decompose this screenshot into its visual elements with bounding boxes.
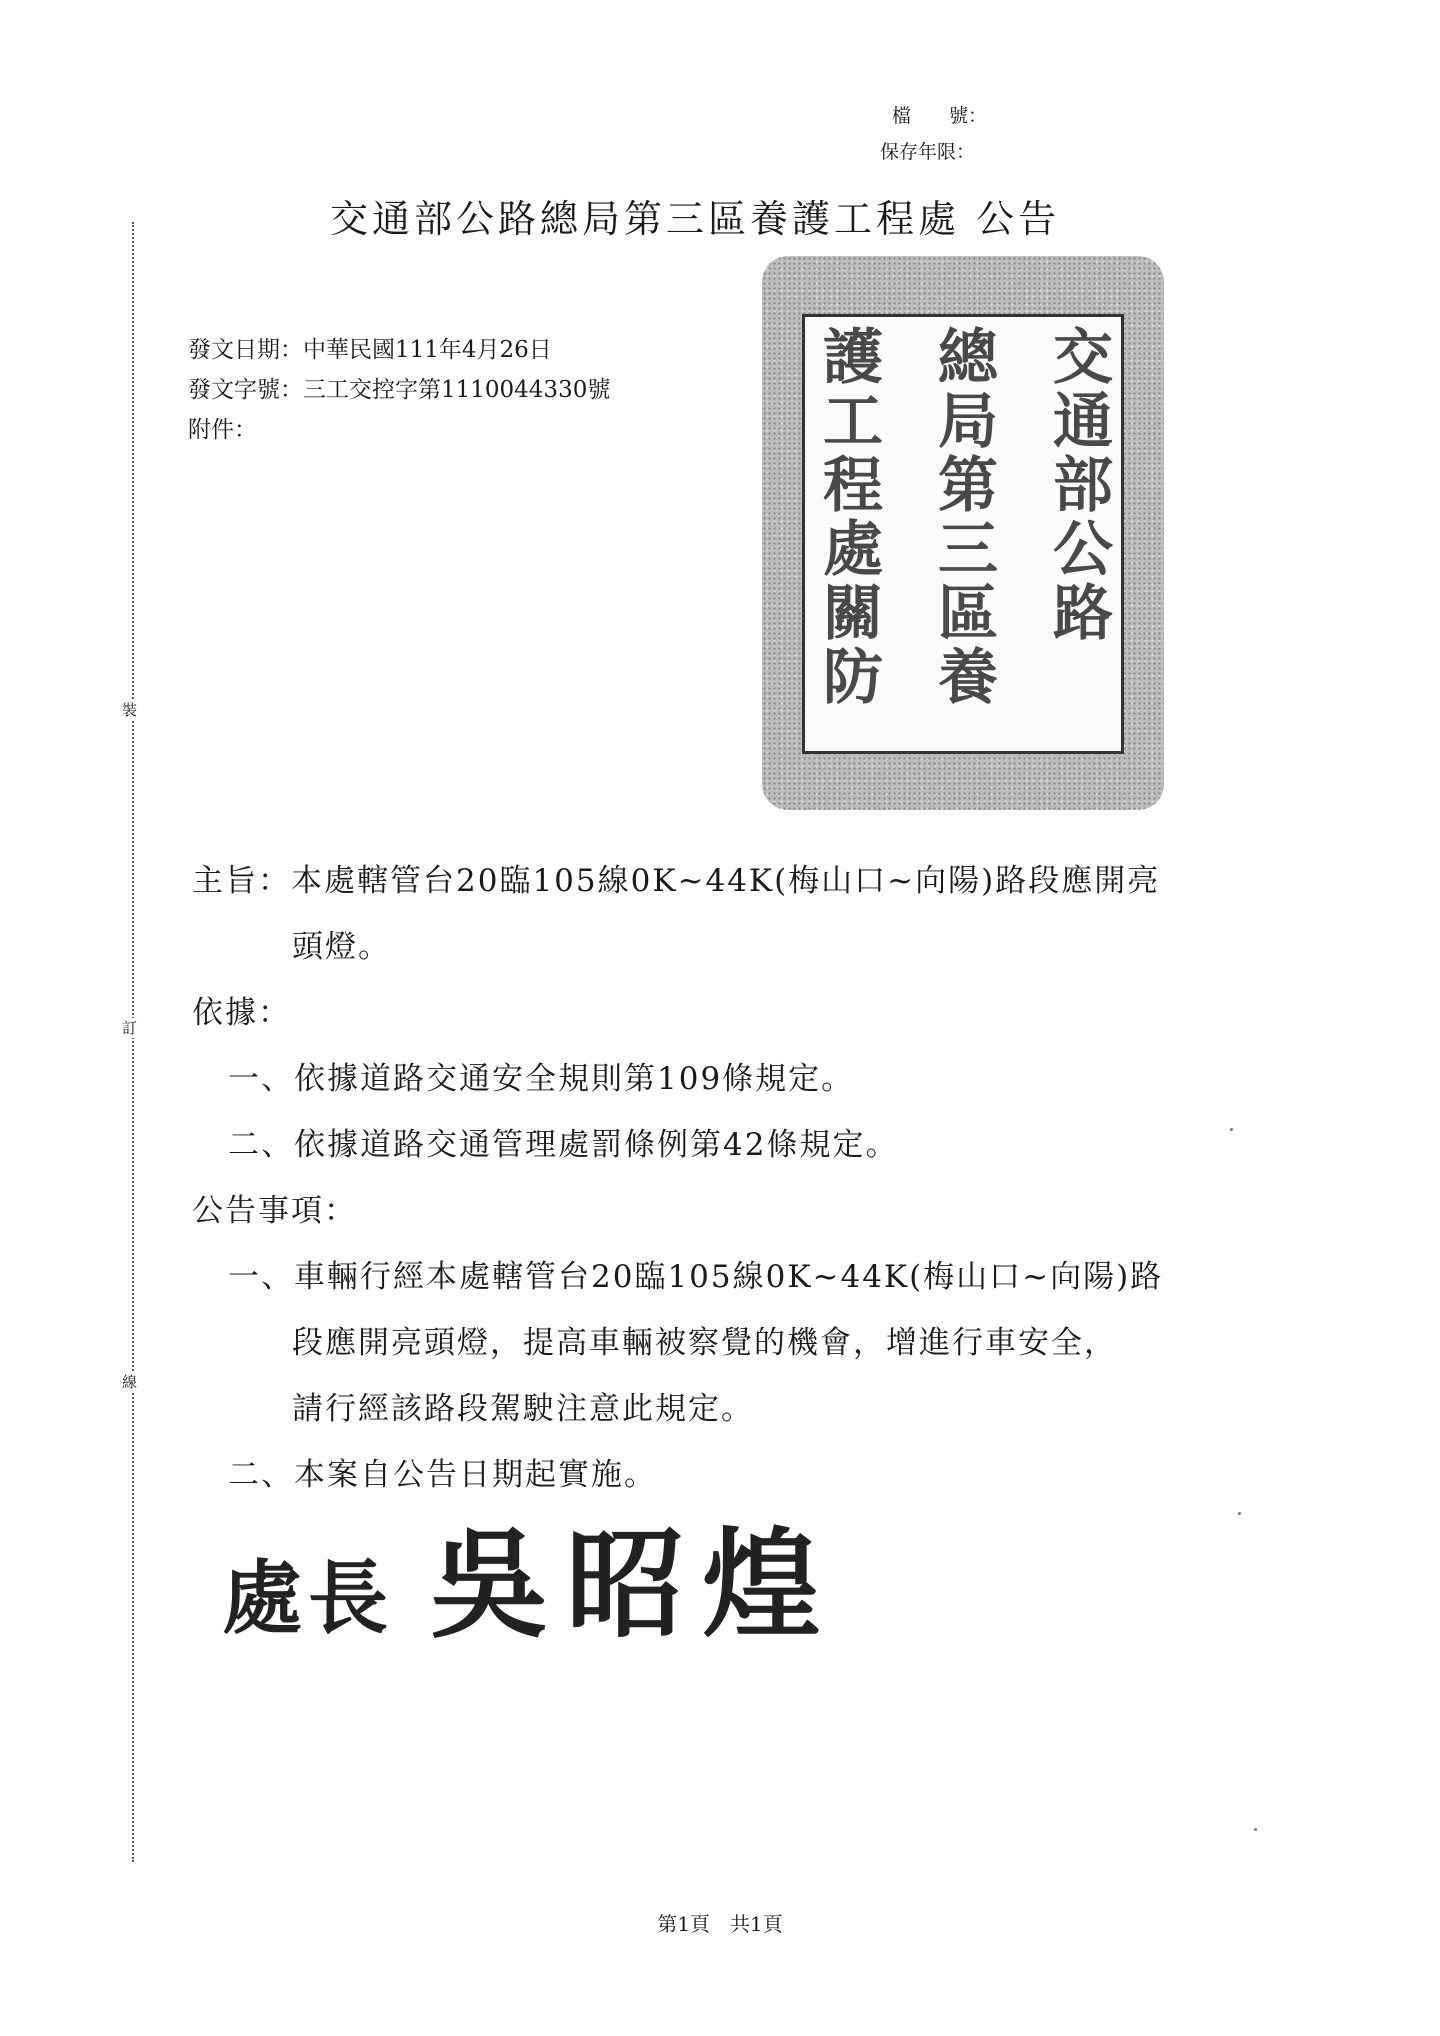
seal-column-2: 總局第三區養 <box>928 325 998 709</box>
page-number: 第1頁 <box>657 1912 710 1936</box>
signature-title: 處長 <box>222 1551 394 1645</box>
notice-label: 公告事項： <box>192 1193 357 1229</box>
file-number-label: 檔 號： <box>892 105 988 127</box>
scan-speck <box>1238 1512 1241 1515</box>
notice-item-2: 二、本案自公告日期起實施。 <box>228 1457 657 1493</box>
seal-frame <box>802 314 1124 754</box>
reference-number: 發文字號：三工交控字第1110044330號 <box>188 377 611 403</box>
seal-column-1: 交通部公路 <box>1043 325 1113 645</box>
notice-item-1-line2: 段應開亮頭燈，提高車輛被察覺的機會，增進行車安全， <box>292 1325 1117 1361</box>
seal-column-3: 護工程處關防 <box>813 325 883 709</box>
scan-speck <box>1230 1128 1233 1131</box>
issue-date: 發文日期：中華民國111年4月26日 <box>188 337 552 363</box>
document-meta <box>188 330 610 450</box>
basis-item-2: 二、依據道路交通管理處罰條例第42條規定。 <box>228 1127 899 1163</box>
page-title: 交通部公路總局第三區養護工程處 公告 <box>330 197 1061 241</box>
binding-mark-ding: 訂 <box>122 1019 138 1037</box>
signature-name: 吳昭煌 <box>430 1515 839 1654</box>
binding-mark-zhuang: 裝 <box>122 701 138 719</box>
subject-text-line2: 頭燈。 <box>292 929 391 965</box>
retention-label: 保存年限： <box>880 141 976 163</box>
notice-item-1-line3: 請行經該路段駕駛注意此規定。 <box>292 1391 754 1427</box>
binding-line <box>132 222 134 1862</box>
notice-item-1-line1: 一、車輛行經本處轄管台20臨105線0K~44K(梅山口~向陽)路 <box>228 1259 1164 1295</box>
director-signature <box>222 1490 838 1660</box>
page-total: 共1頁 <box>730 1912 783 1936</box>
page-footer <box>0 1908 1440 1937</box>
subject-text-line1: 本處轄管台20臨105線0K~44K(梅山口~向陽)路段應開亮 <box>291 863 1161 899</box>
filing-info <box>880 98 1050 170</box>
subject-label: 主旨： <box>192 863 291 899</box>
basis-label: 依據： <box>192 995 291 1031</box>
subject-row <box>192 848 1272 914</box>
scan-speck <box>1254 1828 1257 1831</box>
basis-item-1: 一、依據道路交通安全規則第109條規定。 <box>228 1061 855 1097</box>
announcement-body <box>192 848 1272 1508</box>
attachment-label: 附件： <box>188 417 257 443</box>
binding-mark-xian: 線 <box>122 1373 138 1391</box>
official-seal <box>762 256 1164 810</box>
